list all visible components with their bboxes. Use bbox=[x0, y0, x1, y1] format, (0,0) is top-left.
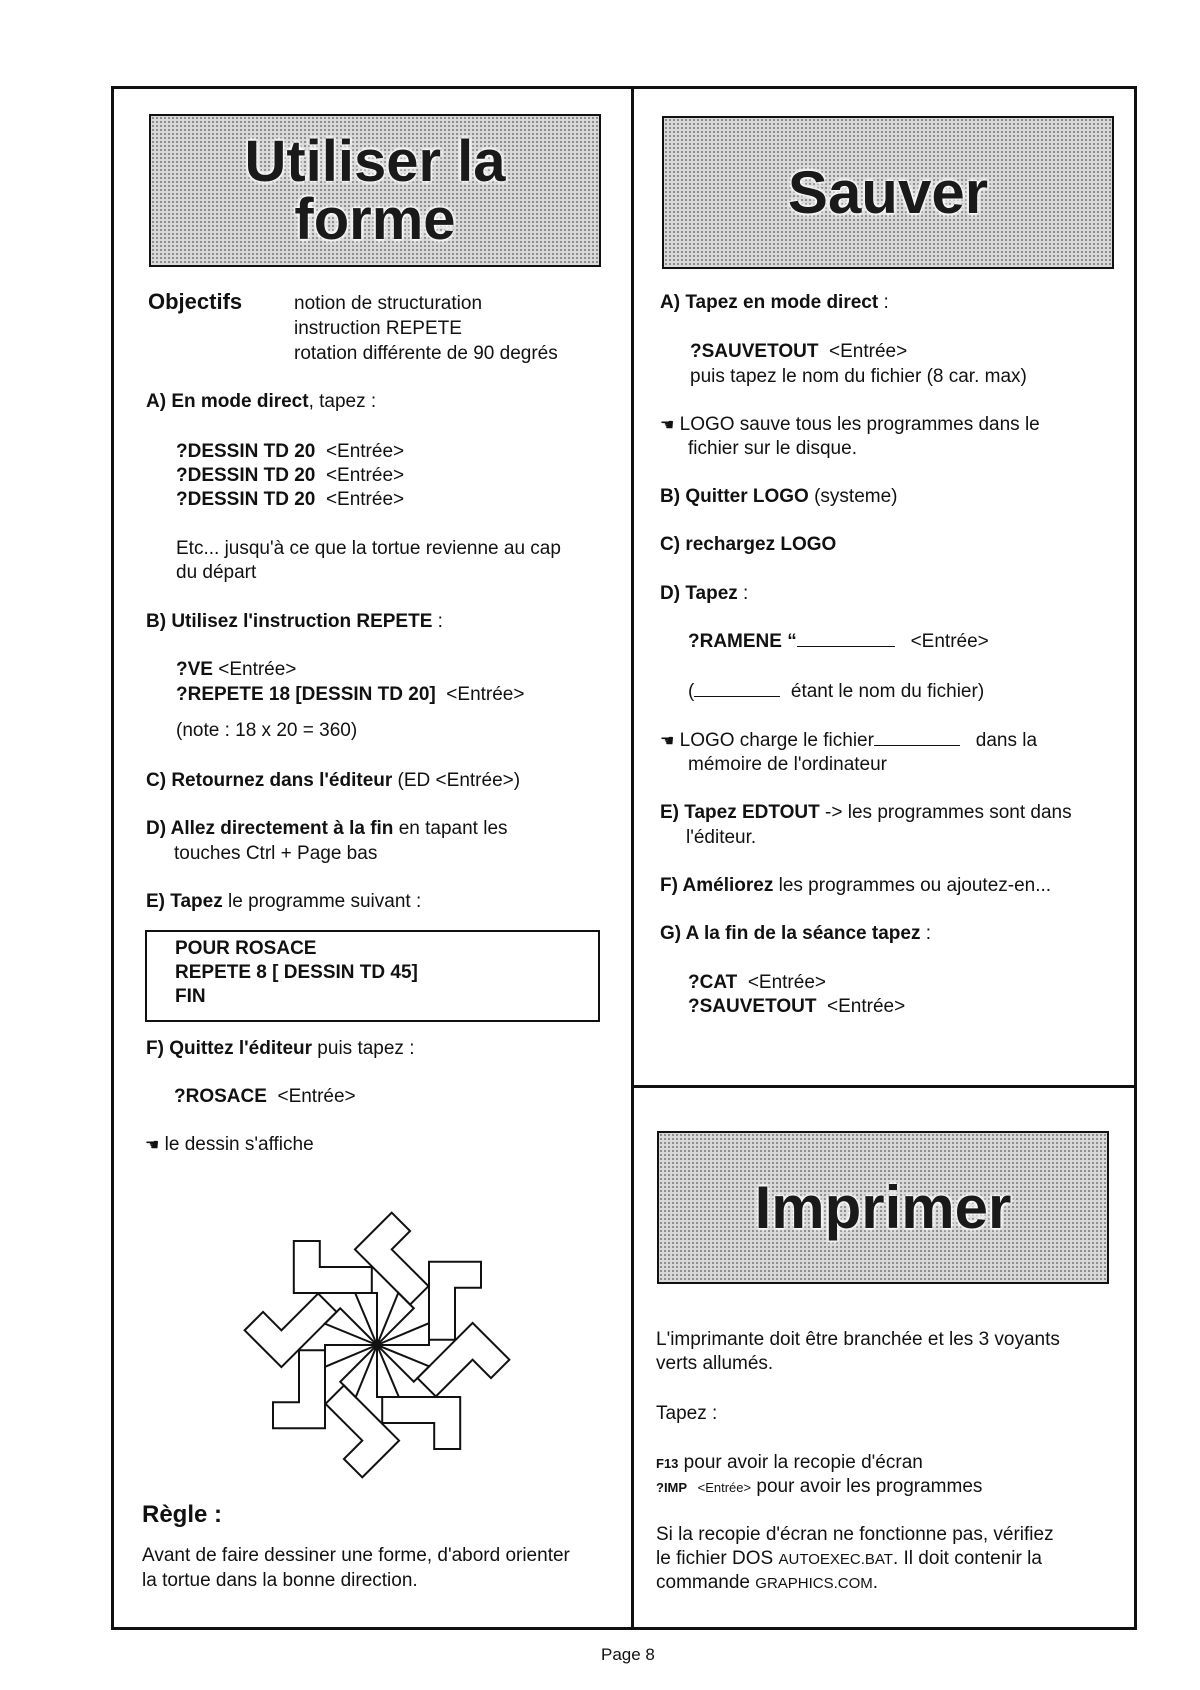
dessin-cmd-3: ?DESSIN TD 20 <Entrée> bbox=[176, 489, 405, 510]
r-step-a-heading: A) Tapez en mode direct : bbox=[660, 292, 889, 313]
r-step-g-heading: G) A la fin de la séance tapez : bbox=[660, 923, 932, 944]
step-a-heading: A) En mode direct, tapez : bbox=[146, 391, 377, 412]
section-divider bbox=[631, 1085, 1137, 1088]
rosace-arm bbox=[377, 1262, 481, 1345]
regle-line-2: la tortue dans la bonne direction. bbox=[142, 1570, 418, 1591]
step-f-heading: F) Quittez l'éditeur puis tapez : bbox=[146, 1038, 415, 1059]
pointing-hand-icon: ☚ bbox=[660, 733, 675, 750]
rosace-arm bbox=[294, 1241, 377, 1345]
recopie-line-2: le fichier DOS AUTOEXEC.BAT. Il doit contenir la bbox=[656, 1548, 1042, 1569]
ve-cmd: ?VE <Entrée> bbox=[176, 659, 297, 680]
r-step-b-heading: B) Quitter LOGO (systeme) bbox=[660, 486, 898, 507]
step-d-heading: D) Allez directement à la fin en tapant les bbox=[146, 818, 508, 839]
r-step-c-heading: C) rechargez LOGO bbox=[660, 534, 837, 555]
recopie-line-3: commande GRAPHICS.COM. bbox=[656, 1572, 879, 1593]
rosace-arm bbox=[245, 1271, 377, 1403]
charge-line-1: ☚ LOGO charge le fichier dans la bbox=[660, 730, 1038, 751]
banner-imprimer: Imprimer bbox=[657, 1131, 1109, 1284]
tapez-label: Tapez : bbox=[656, 1403, 718, 1424]
repete-cmd: ?REPETE 18 [DESSIN TD 20] <Entrée> bbox=[176, 684, 525, 705]
f13-line: F13 pour avoir la recopie d'écran bbox=[656, 1452, 923, 1473]
recopie-line-1: Si la recopie d'écran ne fonctionne pas, vérifiez bbox=[656, 1524, 1054, 1545]
dessin-cmd-2: ?DESSIN TD 20 <Entrée> bbox=[176, 465, 405, 486]
step-e-heading: E) Tapez le programme suivant : bbox=[146, 891, 422, 912]
r-step-e-line2: l'éditeur. bbox=[686, 827, 757, 848]
r-step-e-heading: E) Tapez EDTOUT -> les programmes sont dans bbox=[660, 802, 1072, 823]
note-360: (note : 18 x 20 = 360) bbox=[176, 720, 358, 741]
rosace-arm bbox=[377, 1286, 509, 1418]
objectif-2: instruction REPETE bbox=[294, 318, 462, 339]
etc-line-1: Etc... jusqu'à ce que la tortue revienne au cap bbox=[176, 538, 561, 559]
rosace-arm bbox=[377, 1345, 460, 1449]
charge-line-2: mémoire de l'ordinateur bbox=[688, 754, 887, 775]
rosace-arm bbox=[273, 1345, 377, 1428]
dessin-cmd-1: ?DESSIN TD 20 <Entrée> bbox=[176, 441, 405, 462]
sauvetout-note: puis tapez le nom du fichier (8 car. max) bbox=[690, 366, 1027, 387]
rosace-drawing bbox=[212, 1180, 542, 1510]
sauvetout-cmd: ?SAUVETOUT <Entrée> bbox=[690, 341, 908, 362]
step-b-heading: B) Utilisez l'instruction REPETE : bbox=[146, 611, 443, 632]
column-divider bbox=[631, 86, 634, 1630]
logo-sauve-1: ☚ LOGO sauve tous les programmes dans le bbox=[660, 414, 1040, 435]
banner-sauver: Sauver bbox=[662, 116, 1114, 269]
page-number: Page 8 bbox=[601, 1645, 655, 1664]
etc-line-2: du départ bbox=[176, 562, 257, 583]
objectif-3: rotation différente de 90 degrés bbox=[294, 343, 558, 364]
regle-title: Règle : bbox=[142, 1501, 223, 1528]
regle-line-1: Avant de faire dessiner une forme, d'abord orienter bbox=[142, 1545, 570, 1566]
imprimante-line-1: L'imprimante doit être branchée et les 3 voyants bbox=[656, 1329, 1060, 1350]
pointing-hand-icon: ☚ bbox=[145, 1137, 160, 1154]
pointing-hand-icon: ☚ bbox=[660, 417, 675, 434]
program-box bbox=[145, 930, 600, 1022]
blank-note: ( étant le nom du fichier) bbox=[688, 681, 985, 702]
rosace-arm bbox=[303, 1345, 435, 1477]
r-step-d-heading: D) Tapez : bbox=[660, 583, 749, 604]
program-line-3: FIN bbox=[175, 986, 206, 1007]
r-step-f-heading: F) Améliorez les programmes ou ajoutez-en... bbox=[660, 875, 1052, 896]
program-line-2: REPETE 8 [ DESSIN TD 45] bbox=[175, 962, 418, 983]
ramene-cmd: ?RAMENE “ <Entrée> bbox=[688, 631, 989, 652]
rosace-arm bbox=[318, 1213, 450, 1345]
step-c-heading: C) Retournez dans l'éditeur (ED <Entrée>) bbox=[146, 770, 521, 791]
imprimante-line-2: verts allumés. bbox=[656, 1353, 774, 1374]
cat-cmd: ?CAT <Entrée> bbox=[688, 972, 826, 993]
objectif-1: notion de structuration bbox=[294, 293, 483, 314]
sauvetout2-cmd: ?SAUVETOUT <Entrée> bbox=[688, 996, 906, 1017]
objectifs-label: Objectifs bbox=[148, 289, 243, 314]
logo-sauve-2: fichier sur le disque. bbox=[688, 438, 857, 459]
program-line-1: POUR ROSACE bbox=[175, 938, 317, 959]
imp-line: ?IMP <Entrée> pour avoir les programmes bbox=[656, 1476, 983, 1497]
step-d-line2: touches Ctrl + Page bas bbox=[174, 843, 378, 864]
banner-utiliser-la-forme: Utiliser la forme bbox=[149, 114, 601, 267]
dessin-note: ☚ le dessin s'affiche bbox=[145, 1134, 314, 1155]
rosace-cmd: ?ROSACE <Entrée> bbox=[174, 1086, 356, 1107]
